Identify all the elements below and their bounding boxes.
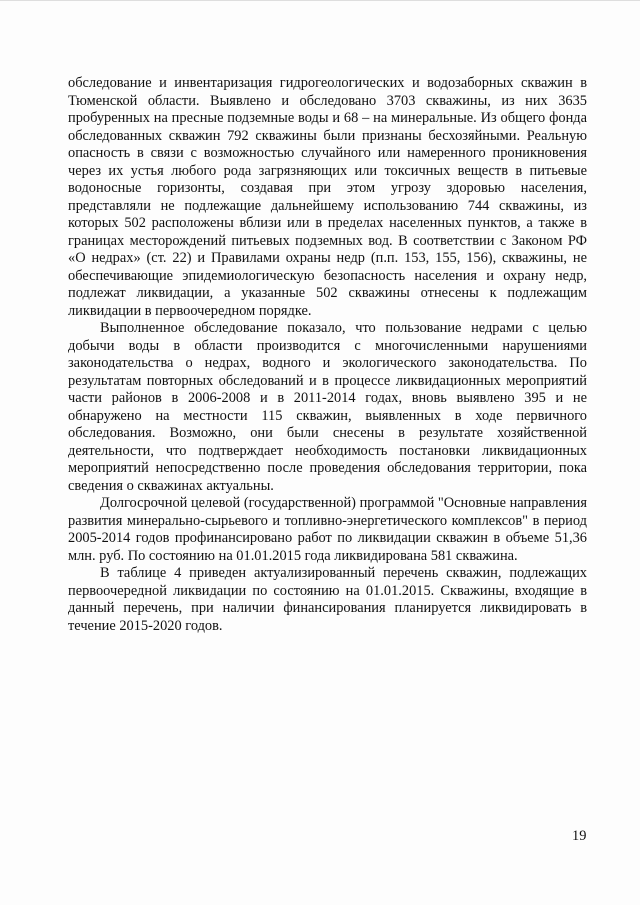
paragraph-program-funding: Долгосрочной целевой (государственной) программой "Основные направления развития минерально-сырьевого и топливно-энергетического комплексов" в период 2005-2014 годов профинансировано работ по ликвидации скважин в объеме 51,36 млн. руб. По состоянию на 01.01.2015 года ликвидирована 581 скважина. — [68, 495, 587, 564]
paragraph-violations: Выполненное обследование показало, что пользование недрами с целью добычи воды в области производится с многочисленными нарушениями законодательства о недрах, водного и экологического законодательства. По результатам повторных обследований и в процессе ликвидационных мероприятий части районов в 2006-2008 и в 2011-2014 годах, вновь выявлено 395 и не обнаружено на местности 115 скважин, выявленных в ходе первичного обследования. Возможно, они были снесены в результате хозяйственной деятельности, что подтверждает необходимость постановки ликвидационных мероприятий непосредственно после проведения обследования территории, пока сведения о скважинах актуальны. — [68, 320, 587, 494]
paragraph-survey-results: обследование и инвентаризация гидрогеологических и водозаборных скважин в Тюменской области. Выявлено и обследовано 3703 скважины, из них 3635 пробуренных на пресные подземные воды и 68 – на минеральные. Из общего фонда обследованных скважин 792 скважины были признаны бесхозяйными. Реальную опасность в связи с возможностью случайного или намеренного проникновения через их устья любого рода загрязняющих или токсичных веществ в питьевые водоносные горизонты, создавая при этом угрозу здоровью населения, представляли не подлежащие дальнейшему использованию 744 скважины, из которых 502 расположены вблизи или в пределах населенных пунктов, а также в границах месторождений питьевых подземных вод. В соответствии с Законом РФ «О недрах» (ст. 22) и Правилами охраны недр (п.п. 153, 155, 156), скважины, не обеспечивающие эпидемиологическую безопасность населения и охрану недр, подлежат ликвидации, а указанные 502 скважины отнесены к подлежащим ликвидации в первоочередном порядке. — [68, 75, 587, 319]
scan-edge-line — [0, 0, 640, 1]
document-body — [68, 75, 587, 635]
paragraph-table-reference: В таблице 4 приведен актуализированный перечень скважин, подлежащих первоочередной ликвидации по состоянию на 01.01.2015. Скважины, входящие в данный перечень, при наличии финансирования планируется ликвидировать в течение 2015-2020 годов. — [68, 565, 587, 634]
page-number: 19 — [572, 828, 587, 844]
